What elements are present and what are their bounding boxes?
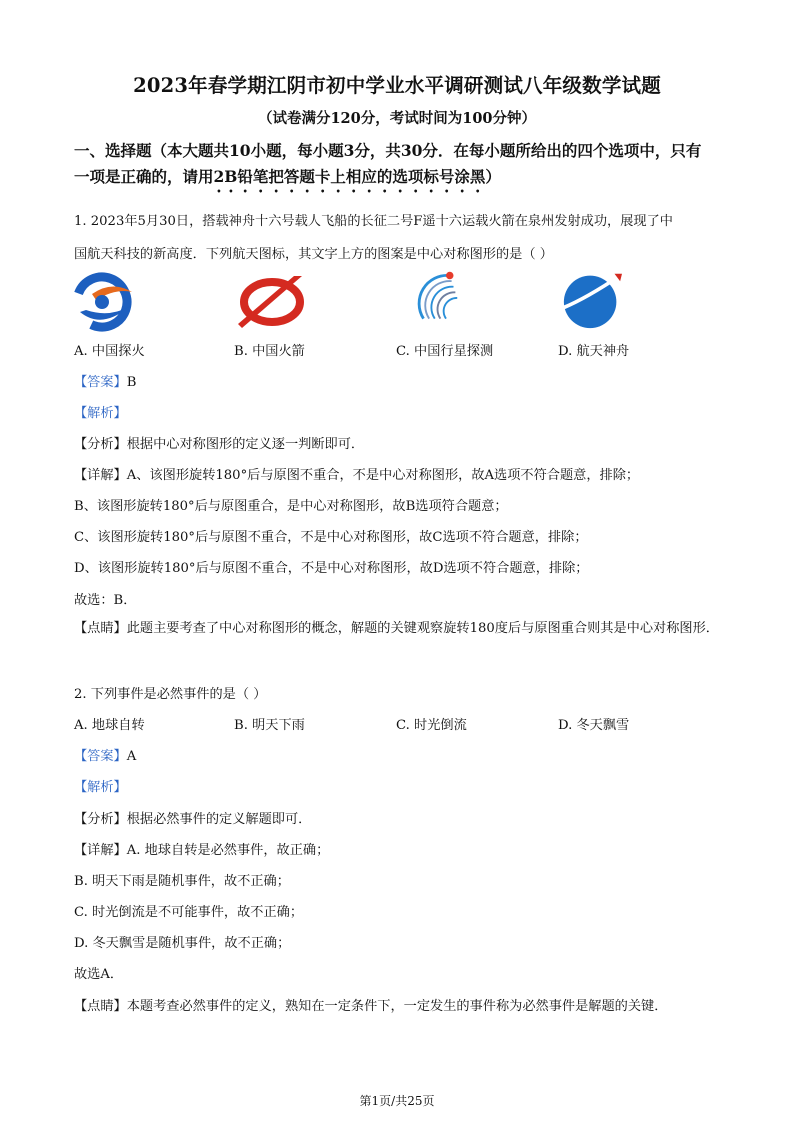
page-subtitle: （试卷满分120分，考试时间为100分钟）	[257, 110, 537, 127]
section-heading-prefix: 一项是正确的，请用	[74, 167, 214, 186]
answer-value: A	[126, 749, 137, 764]
comment-label: 【点睛】	[74, 999, 127, 1014]
q2-detail-line3: C. 时光倒流是不可能事件，故不正确；	[74, 905, 304, 920]
analysis-text: 根据必然事件的定义解题即可．	[126, 812, 312, 827]
q1-option-b: B. 中国火箭	[234, 344, 305, 359]
q2-analysis	[74, 808, 734, 827]
section-heading-line2	[74, 164, 724, 196]
answer-tag: 【答案】	[74, 749, 127, 764]
q1-stem-line2: 国航天科技的新高度．下列航天图标，其文字上方的图案是中心对称图形的是（ ）	[74, 247, 553, 262]
q2-option-d: D. 冬天飘雪	[558, 718, 630, 733]
q1-option-a: A. 中国探火	[74, 344, 145, 359]
q1-detail-line3: C、该图形旋转180°后与原图不重合，不是中心对称图形，故C选项不符合题意，排除；	[74, 530, 588, 545]
q2-answer	[74, 745, 734, 764]
shenzhou-icon	[556, 270, 628, 330]
section-heading-dotted: 2B铅笔把答题卡上相应的选项标号涂黑	[213, 167, 486, 186]
planetary-exploration-icon	[410, 268, 482, 328]
q1-choose: 故选：B．	[74, 593, 137, 608]
section-heading-suffix: ）	[485, 167, 501, 186]
q1-analysis	[74, 433, 734, 452]
q2-choose: 故选A．	[74, 967, 124, 982]
comment-label: 【点睛】	[74, 621, 127, 636]
detail-text: A、该图形旋转180°后与原图不重合，不是中心对称图形，故A选项不符合题意，排除；	[126, 468, 640, 483]
q2-analysis-tag: 【解析】	[74, 780, 127, 795]
q1-analysis-tag: 【解析】	[74, 406, 127, 421]
page-footer: 第1页/共25页	[359, 1094, 435, 1108]
detail-text: A. 地球自转是必然事件，故正确；	[126, 843, 330, 858]
q2-comment	[74, 995, 734, 1014]
q2-detail-line2: B. 明天下雨是随机事件，故不正确；	[74, 874, 290, 889]
q1-stem-line1: 1. 2023年5月30日，搭载神舟十六号载人飞船的长征二号F遥十六运载火箭在泉州发射成功，展现了中	[74, 214, 673, 229]
comment-text: 此题主要考查了中心对称图形的概念，解题的关键观察旋转180度后与原图重合则其是中心对称图形．	[126, 621, 719, 636]
q1-option-c: C. 中国行星探测	[396, 344, 494, 359]
q2-detail-line1	[74, 839, 734, 858]
q1-option-d: D. 航天神舟	[558, 344, 630, 359]
q1-detail-line1	[74, 464, 734, 483]
detail-label: 【详解】	[74, 468, 127, 483]
section-heading	[74, 138, 724, 196]
analysis-label: 【分析】	[74, 437, 127, 452]
q2-option-c: C. 时光倒流	[396, 718, 467, 733]
china-rocket-icon	[236, 272, 308, 332]
answer-value: B	[126, 375, 137, 390]
q1-answer	[74, 371, 734, 390]
answer-tag: 【答案】	[74, 375, 127, 390]
q2-option-b: B. 明天下雨	[234, 718, 305, 733]
comment-text: 本题考查必然事件的定义，熟知在一定条件下，一定发生的事件称为必然事件是解题的关键．	[126, 999, 668, 1014]
q1-detail-line4: D、该图形旋转180°后与原图不重合，不是中心对称图形，故D选项不符合题意，排除；	[74, 561, 589, 576]
q2-detail-line4: D. 冬天飘雪是随机事件，故不正确；	[74, 936, 291, 951]
q2-option-a: A. 地球自转	[74, 718, 145, 733]
analysis-text: 根据中心对称图形的定义逐一判断即可．	[126, 437, 365, 452]
section-heading-line1: 一、选择题（本大题共10小题，每小题3分，共30分．在每小题所给出的四个选项中，只有	[74, 141, 702, 160]
page-title: 2023年春学期江阴市初中学业水平调研测试八年级数学试题	[133, 74, 661, 97]
detail-label: 【详解】	[74, 843, 127, 858]
q1-comment	[74, 614, 724, 644]
china-exploration-icon	[72, 272, 144, 332]
q2-stem: 2. 下列事件是必然事件的是（ ）	[74, 687, 267, 702]
analysis-label: 【分析】	[74, 812, 127, 827]
q1-detail-line2: B、该图形旋转180°后与原图重合，是中心对称图形，故B选项符合题意；	[74, 499, 508, 514]
